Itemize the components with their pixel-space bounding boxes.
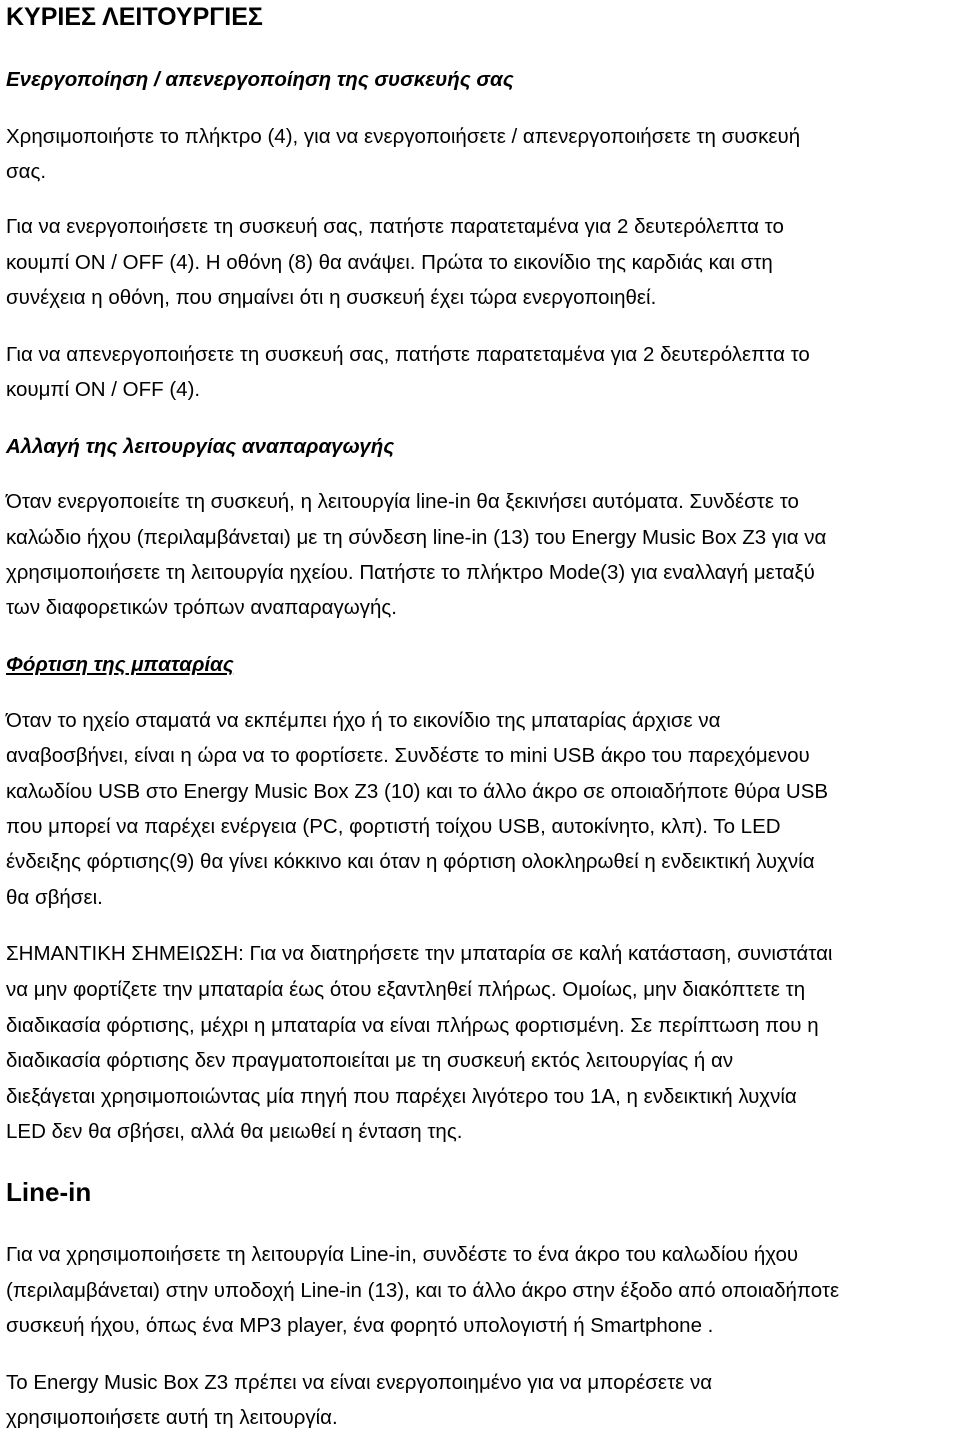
paragraph-line: Όταν ενεργοποιείτε τη συσκευή, η λειτουργία line-in θα ξεκινήσει αυτόματα. Συνδέστε το <box>6 490 799 513</box>
paragraph-line: Για να απενεργοποιήσετε τη συσκευή σας, πατήστε παρατεταμένα για 2 δευτερόλεπτα το <box>6 343 810 366</box>
paragraph-line: LED δεν θα σβήσει, αλλά θα μειωθεί η ένταση της. <box>6 1120 463 1143</box>
paragraph-line: να μην φορτίζετε την μπαταρία έως ότου εξαντληθεί πλήρως. Ομοίως, μην διακόπτετε τη <box>6 978 806 1001</box>
section-heading-playback-mode: Αλλαγή της λειτουργίας αναπαραγωγής <box>6 435 395 458</box>
paragraph-line: Για να χρησιμοποιήσετε τη λειτουργία Line-in, συνδέστε το ένα άκρο του καλωδίου ήχου <box>6 1243 799 1266</box>
paragraph-line: ΣΗΜΑΝΤΙΚΗ ΣΗΜΕΙΩΣΗ: Για να διατηρήσετε την μπαταρία σε καλή κατάσταση, συνιστάται <box>6 942 833 965</box>
paragraph-line: σας. <box>6 160 47 183</box>
paragraph-line: συσκευή ήχου, όπως ένα MP3 player, ένα φορητό υπολογιστή ή Smartphone . <box>6 1314 714 1337</box>
paragraph-line: θα σβήσει. <box>6 886 103 909</box>
paragraph-line: χρησιμοποιήσετε αυτή τη λειτουργία. <box>6 1406 338 1429</box>
paragraph-line: διαδικασία φόρτισης δεν πραγματοποιείται με τη συσκευή εκτός λειτουργίας ή αν <box>6 1049 734 1072</box>
paragraph-line: ένδειξης φόρτισης(9) θα γίνει κόκκινο και όταν η φόρτιση ολοκληρωθεί η ενδεικτική λυχνία <box>6 850 815 873</box>
paragraph-line: Για να ενεργοποιήσετε τη συσκευή σας, πατήστε παρατεταμένα για 2 δευτερόλεπτα το <box>6 215 784 238</box>
paragraph-line: διαδικασία φόρτισης, μέχρι η μπαταρία να είναι πλήρως φορτισμένη. Σε περίπτωση που η <box>6 1014 819 1037</box>
paragraph-line: Χρησιμοποιήστε το πλήκτρο (4), για να ενεργοποιήσετε / απενεργοποιήσετε τη συσκευή <box>6 125 801 148</box>
paragraph-line: που μπορεί να παρέχει ενέργεια (PC, φορτιστή τοίχου USB, αυτοκίνητο, κλπ). Το LED <box>6 815 781 838</box>
section-heading-line-in: Line-in <box>6 1177 92 1207</box>
paragraph-line: συνέχεια η οθόνη, που σημαίνει ότι η συσκευή έχει τώρα ενεργοποιηθεί. <box>6 286 657 309</box>
section-heading-power: Ενεργοποίηση / απενεργοποίηση της συσκευής σας <box>6 68 514 91</box>
paragraph-line: Όταν το ηχείο σταματά να εκπέμπει ήχο ή το εικονίδιο της μπαταρίας άρχισε να <box>6 709 721 732</box>
paragraph-line: καλώδιο ήχου (περιλαμβάνεται) με τη σύνδεση line-in (13) του Energy Music Box Z3 για να <box>6 526 827 549</box>
paragraph-line: αναβοσβήνει, είναι η ώρα να το φορτίσετε. Συνδέστε το mini USB άκρο του παρεχόμενου <box>6 744 810 767</box>
paragraph-line: των διαφορετικών τρόπων αναπαραγωγής. <box>6 596 398 619</box>
paragraph-line: Το Energy Music Box Z3 πρέπει να είναι ενεργοποιημένο για να μπορέσετε να <box>6 1371 713 1394</box>
paragraph-line: κουμπί ON / OFF (4). <box>6 378 201 401</box>
paragraph-line: καλωδίου USB στο Energy Music Box Z3 (10) και το άλλο άκρο σε οποιαδήποτε θύρα USB <box>6 780 829 803</box>
paragraph-line: χρησιμοποιήσετε τη λειτουργία ηχείου. Πατήστε το πλήκτρο Mode(3) για εναλλαγή μεταξύ <box>6 561 815 584</box>
paragraph-line: διεξάγεται χρησιμοποιώντας μία πηγή που παρέχει λιγότερο του 1A, η ενδεικτική λυχνία <box>6 1085 797 1108</box>
paragraph-line: (περιλαμβάνεται) στην υποδοχή Line-in (13), και το άλλο άκρο στην έξοδο από οποιαδήποτε <box>6 1279 840 1302</box>
page-title: ΚΥΡΙΕΣ ΛΕΙΤΟΥΡΓΙΕΣ <box>6 3 263 31</box>
section-heading-battery-charging: Φόρτιση της μπαταρίας <box>6 653 234 676</box>
paragraph-line: κουμπί ON / OFF (4). Η οθόνη (8) θα ανάψει. Πρώτα το εικονίδιο της καρδιάς και στη <box>6 251 773 274</box>
